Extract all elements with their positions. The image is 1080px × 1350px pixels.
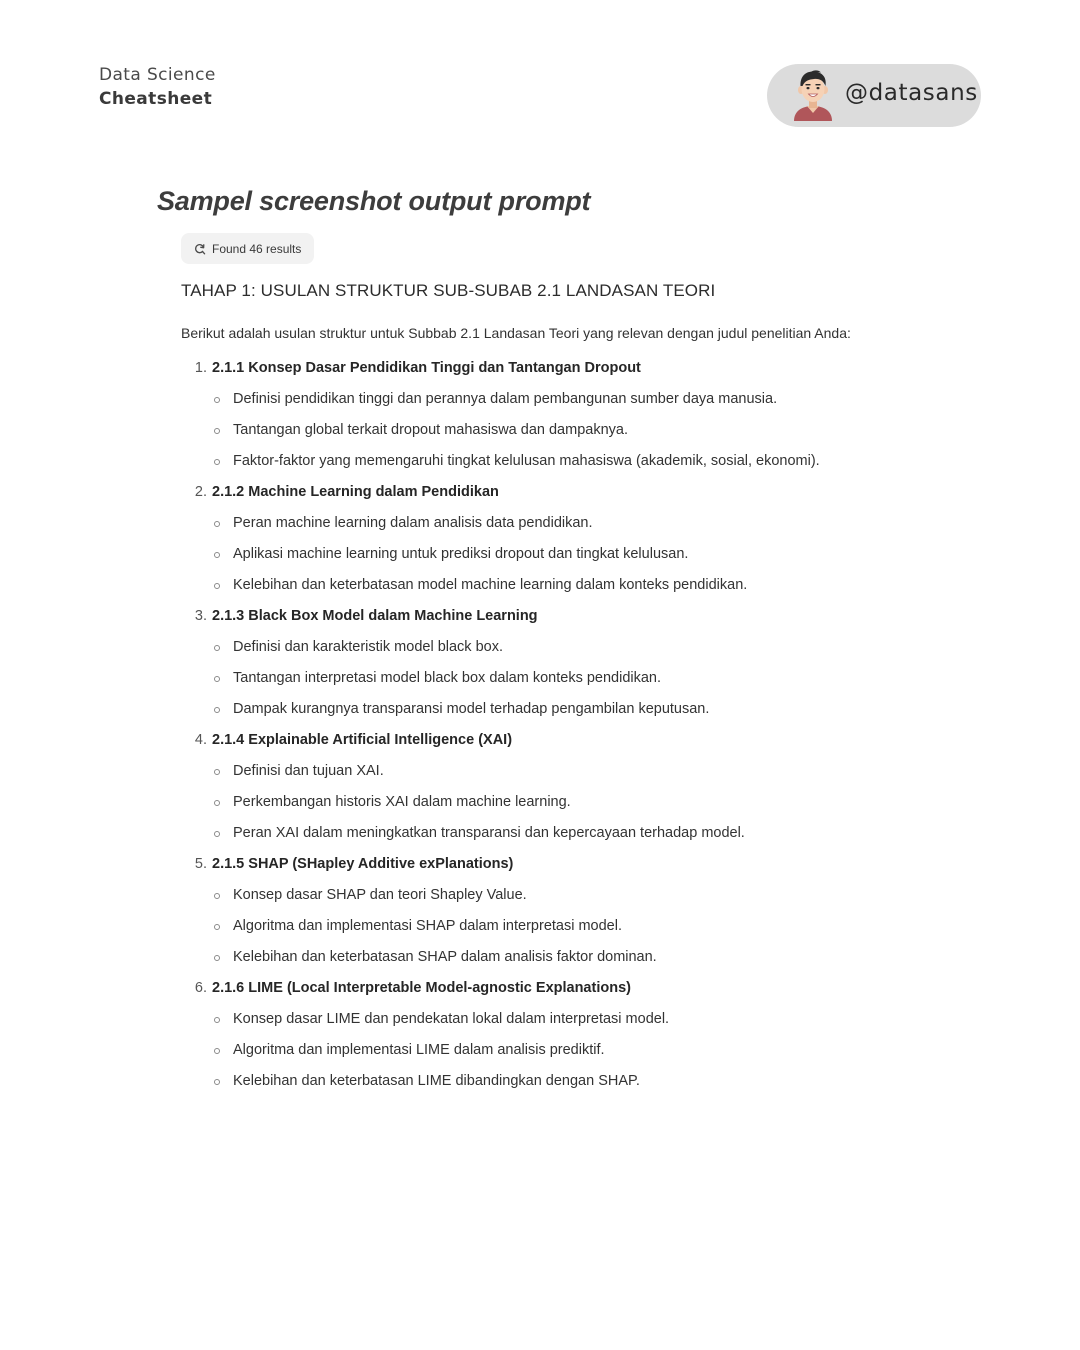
page-heading: Sampel screenshot output prompt [157, 186, 591, 216]
bullet-list [181, 880, 901, 973]
bullet-text: Konsep dasar LIME dan pendekatan lokal dalam interpretasi model. [233, 1011, 670, 1027]
bullet-list [181, 632, 901, 725]
section-item [181, 353, 901, 477]
bullet-text: Peran machine learning dalam analisis data pendidikan. [233, 515, 593, 531]
section-heading-text: 2.1.3 Black Box Model dalam Machine Learning [212, 608, 538, 624]
bullet-circle-icon [214, 1048, 220, 1054]
bullet-text: Algoritma dan implementasi SHAP dalam interpretasi model. [233, 918, 622, 934]
bullet-item [181, 880, 901, 911]
social-handle-text: @datasans [845, 80, 978, 106]
section-number: 2. [194, 484, 207, 500]
section-heading [181, 601, 901, 632]
found-results-label: Found 46 results [212, 241, 302, 256]
bullet-item [181, 787, 901, 818]
bullet-circle-icon [214, 893, 220, 899]
bullet-item [181, 1066, 901, 1097]
section-number: 5. [194, 856, 207, 872]
bullet-circle-icon [214, 645, 220, 651]
bullet-item [181, 942, 901, 973]
bullet-list [181, 508, 901, 601]
bullet-item [181, 384, 901, 415]
section-heading [181, 849, 901, 880]
bullet-text: Peran XAI dalam meningkatkan transparansi dan kepercayaan terhadap model. [233, 825, 745, 841]
bullet-circle-icon [214, 1017, 220, 1023]
bullet-circle-icon [214, 1079, 220, 1085]
search-refresh-icon [194, 243, 206, 255]
section-heading-text: 2.1.1 Konsep Dasar Pendidikan Tinggi dan Tantangan Dropout [212, 360, 641, 376]
social-handle-pill [767, 64, 981, 127]
intro-paragraph: Berikut adalah usulan struktur untuk Subbab 2.1 Landasan Teori yang relevan dengan judul penelitian Anda: [181, 325, 851, 341]
bullet-text: Kelebihan dan keterbatasan LIME dibandingkan dengan SHAP. [233, 1073, 640, 1089]
section-number: 6. [194, 980, 207, 996]
bullet-item [181, 632, 901, 663]
bullet-text: Definisi dan karakteristik model black box. [233, 639, 503, 655]
section-heading-text: 2.1.5 SHAP (SHapley Additive exPlanations) [212, 856, 514, 872]
bullet-circle-icon [214, 552, 220, 558]
bullet-text: Aplikasi machine learning untuk prediksi dropout dan tingkat kelulusan. [233, 546, 689, 562]
bullet-item [181, 570, 901, 601]
bullet-circle-icon [214, 831, 220, 837]
bullet-item [181, 663, 901, 694]
bullet-text: Kelebihan dan keterbatasan model machine learning dalam konteks pendidikan. [233, 577, 748, 593]
bullet-text: Algoritma dan implementasi LIME dalam analisis prediktif. [233, 1042, 605, 1058]
bullet-circle-icon [214, 769, 220, 775]
bullet-item [181, 694, 901, 725]
bullet-text: Definisi dan tujuan XAI. [233, 763, 384, 779]
prompt-output-screenshot [181, 233, 901, 1097]
bullet-item [181, 508, 901, 539]
section-item [181, 849, 901, 973]
bullet-circle-icon [214, 521, 220, 527]
bullet-circle-icon [214, 955, 220, 961]
bullet-text: Kelebihan dan keterbatasan SHAP dalam analisis faktor dominan. [233, 949, 657, 965]
section-heading-text: 2.1.6 LIME (Local Interpretable Model-agnostic Explanations) [212, 980, 631, 996]
bullet-circle-icon [214, 397, 220, 403]
brand-label [99, 63, 216, 111]
bullet-item [181, 911, 901, 942]
section-number: 1. [194, 360, 207, 376]
bullet-item [181, 818, 901, 849]
bullet-list [181, 384, 901, 477]
bullet-item [181, 756, 901, 787]
bullet-text: Dampak kurangnya transparansi model terhadap pengambilan keputusan. [233, 701, 710, 717]
bullet-item [181, 1004, 901, 1035]
section-heading-text: 2.1.2 Machine Learning dalam Pendidikan [212, 484, 499, 500]
person-avatar-icon [790, 69, 836, 121]
bullet-text: Definisi pendidikan tinggi dan perannya dalam pembangunan sumber daya manusia. [233, 391, 778, 407]
section-item [181, 725, 901, 849]
bullet-text: Tantangan global terkait dropout mahasiswa dan dampaknya. [233, 422, 628, 438]
section-title: TAHAP 1: USULAN STRUKTUR SUB-SUBAB 2.1 LANDASAN TEORI [181, 281, 716, 300]
bullet-item [181, 539, 901, 570]
bullet-text: Konsep dasar SHAP dan teori Shapley Value. [233, 887, 527, 903]
section-heading-text: 2.1.4 Explainable Artificial Intelligence (XAI) [212, 732, 513, 748]
bullet-text: Faktor-faktor yang memengaruhi tingkat kelulusan mahasiswa (akademik, sosial, ekonomi). [233, 453, 820, 469]
bullet-circle-icon [214, 924, 220, 930]
bullet-item [181, 446, 901, 477]
bullet-circle-icon [214, 800, 220, 806]
bullet-circle-icon [214, 583, 220, 589]
brand-line-cheatsheet: Cheatsheet [99, 89, 213, 109]
section-heading [181, 353, 901, 384]
brand-line-data-science: Data Science [99, 65, 216, 85]
section-item [181, 601, 901, 725]
section-item [181, 477, 901, 601]
found-results-badge [181, 233, 314, 264]
section-number: 4. [194, 732, 207, 748]
bullet-text: Tantangan interpretasi model black box dalam konteks pendidikan. [233, 670, 662, 686]
bullet-circle-icon [214, 676, 220, 682]
section-number: 3. [194, 608, 207, 624]
bullet-text: Perkembangan historis XAI dalam machine learning. [233, 794, 571, 810]
section-heading [181, 973, 901, 1004]
bullet-circle-icon [214, 459, 220, 465]
section-item [181, 973, 901, 1097]
bullet-list [181, 1004, 901, 1097]
section-heading [181, 477, 901, 508]
section-heading [181, 725, 901, 756]
bullet-item [181, 415, 901, 446]
bullet-circle-icon [214, 428, 220, 434]
bullet-item [181, 1035, 901, 1066]
bullet-list [181, 756, 901, 849]
sections-list [181, 353, 901, 1097]
bullet-circle-icon [214, 707, 220, 713]
